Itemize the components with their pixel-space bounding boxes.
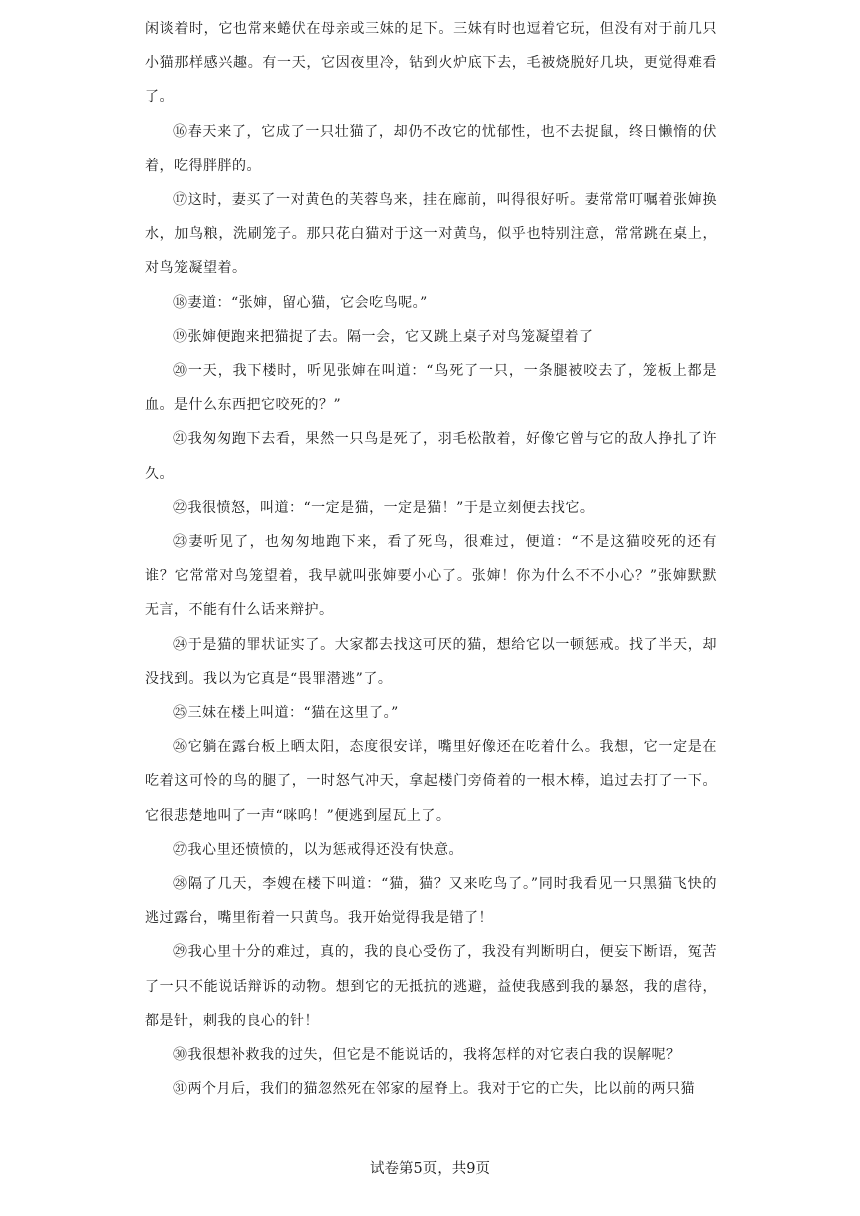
paragraph: ⑲张婶便跑来把猫捉了去。隔一会，它又跳上桌子对鸟笼凝望着了	[173, 328, 594, 345]
paragraph: ⑳一天，我下楼时，听见张婶在叫道：“鸟死了一只，一条腿被咬去了，笼板上都是血。是什么东西把它咬死的？”	[145, 363, 717, 414]
paragraph: ㉔于是猫的罪状证实了。大家都去找这可厌的猫，想给它以一顿惩戒。找了半天，却没找到。我以为它真是“畏罪潜逃”了。	[145, 636, 717, 687]
paragraph: ㉓妻听见了，也匆匆地跑下来，看了死鸟，很难过，便道：“不是这猫咬死的还有谁？它常常对鸟笼望着，我早就叫张婶要小心了。张婶！你为什么不不小心？”张婶默默无言，不能有什么话来辩护。	[145, 534, 717, 619]
paragraph: 闲谈着时，它也常来蜷伏在母亲或三妹的足下。三妹有时也逗着它玩，但没有对于前几只小猫那样感兴趣。有一天，它因夜里冷，钻到火炉底下去，毛被烧脱好几块，更觉得难看了。	[145, 21, 717, 106]
paragraph: ㉘隔了几天，李嫂在楼下叫道：“猫，猫？又来吃鸟了。”同时我看见一只黑猫飞快的逃过露台，嘴里衔着一只黄鸟。我开始觉得我是错了！	[145, 876, 717, 927]
page-footer: 试卷第5页，共9页	[370, 1161, 490, 1177]
paragraph: ㉒我很愤怒，叫道：“一定是猫，一定是猫！”于是立刻便去找它。	[173, 499, 595, 516]
paragraph: ㉖它躺在露台板上晒太阳，态度很安详，嘴里好像还在吃着什么。我想，它一定是在吃着这可怜的鸟的腿了，一时怒气冲天，拿起楼门旁倚着的一根木棒，追过去打了一下。它很悲楚地叫了一声“咪呜！”便逃到屋瓦上了。	[145, 739, 717, 824]
exam-text-body	[145, 12, 717, 1107]
paragraph: ㉚我很想补救我的过失，但它是不能说话的，我将怎样的对它表白我的误解呢？	[173, 1047, 681, 1064]
paragraph: ㉗我心里还愤愤的，以为惩戒得还没有快意。	[173, 841, 463, 858]
paragraph: ⑰这时，妻买了一对黄色的芙蓉鸟来，挂在廊前，叫得很好听。妻常常叮嘱着张婶换水，加鸟粮，洗刷笼子。那只花白猫对于这一对黄鸟，似乎也特别注意，常常跳在桌上，对鸟笼凝望着。	[145, 192, 717, 277]
paragraph: ㉕三妹在楼上叫道：“猫在这里了。”	[173, 705, 399, 722]
paragraph: ㉙我心里十分的难过，真的，我的良心受伤了，我没有判断明白，便妄下断语，冤苦了一只不能说话辩诉的动物。想到它的无抵抗的逃避，益使我感到我的暴怒，我的虐待，都是针，刺我的良心的针！	[145, 944, 717, 1029]
paragraph: ㉛两个月后，我们的猫忽然死在邻家的屋脊上。我对于它的亡失，比以前的两只猫	[173, 1081, 695, 1098]
paragraph: ⑱妻道：“张婶，留心猫，它会吃鸟呢。”	[173, 294, 428, 311]
paragraph: ⑯春天来了，它成了一只壮猫了，却仍不改它的忧郁性，也不去捉鼠，终日懒惰的伏着，吃得胖胖的。	[145, 123, 717, 174]
paragraph: ㉑我匆匆跑下去看，果然一只鸟是死了，羽毛松散着，好像它曾与它的敌人挣扎了许久。	[145, 431, 717, 482]
